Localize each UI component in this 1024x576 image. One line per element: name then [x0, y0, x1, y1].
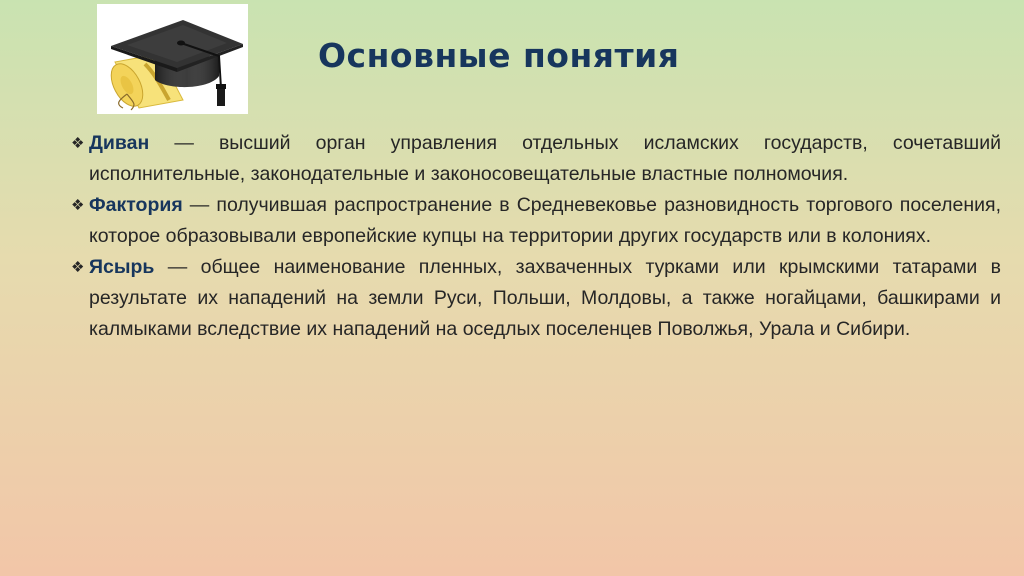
term-item-yasyr — [72, 252, 1001, 345]
term-definition: общее наименование пленных, захваченных турками или крымскими татарами в результате их нападений на земли Руси, Польши, Молдовы, а также ногайцами, башкирами и калмыками вследствие их нападений на оседлых поселенцев Поволжья, Урала и Сибири. — [89, 256, 1002, 340]
term-item-divan — [72, 128, 1001, 190]
diamond-bullet-icon: ❖ — [71, 259, 85, 276]
term-dash: — — [149, 132, 219, 154]
term-definition: получившая распространение в Средневековье разновидность торгового поселения, которое образовывали европейские купцы на территории других государств или в колониях. — [89, 194, 1001, 247]
diamond-bullet-icon: ❖ — [71, 197, 85, 214]
term-definition: высший орган управления отдельных исламских государств, сочетавший исполнительные, законодательные и законосовещательные властные полномочия. — [89, 132, 1001, 185]
graduation-cap-with-diploma-icon — [97, 4, 248, 114]
term-word: Фактория — [89, 194, 183, 216]
term-word: Диван — [89, 132, 150, 154]
diamond-bullet-icon: ❖ — [71, 135, 85, 152]
terms-list — [72, 128, 1001, 345]
term-item-faktoriya — [72, 190, 1001, 252]
term-dash: — — [182, 194, 217, 216]
term-dash: — — [154, 256, 201, 278]
term-word: Ясырь — [89, 256, 155, 278]
slide-title: Основные понятия — [318, 36, 680, 75]
